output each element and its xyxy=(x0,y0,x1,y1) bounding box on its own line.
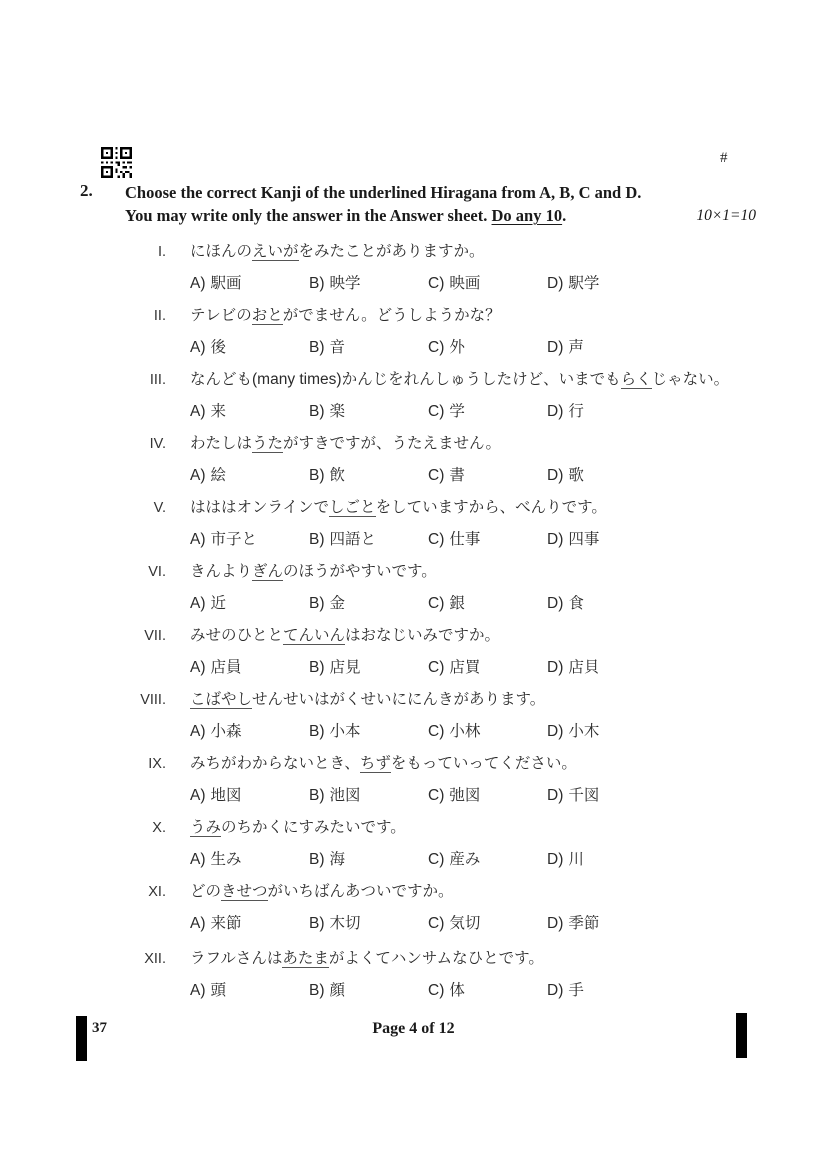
option-b: B) 顔 xyxy=(309,982,346,999)
option-c: C) 産み xyxy=(428,851,481,868)
marks-scheme: 10×1=10 xyxy=(696,207,756,224)
option-b: B) 飲 xyxy=(309,467,346,484)
option-a-kanji: 頭 xyxy=(210,982,227,999)
option-b-kanji: 音 xyxy=(329,339,346,356)
option-d-kanji: 小木 xyxy=(568,723,600,740)
option-a: A) 来 xyxy=(190,403,227,420)
options-row xyxy=(190,785,780,807)
underlined-hiragana: らく xyxy=(620,371,652,388)
option-a: A) 近 xyxy=(190,595,227,612)
question-sentence: なんども(many times)かんじをれんしゅうしたけど、いまでもらくじゃない。 xyxy=(190,371,730,388)
option-c: C) 体 xyxy=(428,982,465,999)
question-2-header xyxy=(80,181,758,227)
option-c-kanji: 店買 xyxy=(449,659,481,676)
option-a-kanji: 後 xyxy=(210,339,227,356)
option-c-kanji: 学 xyxy=(449,403,465,420)
question-item xyxy=(120,625,780,679)
option-d: D) 行 xyxy=(547,403,584,420)
option-b-kanji: 四語と xyxy=(329,531,377,548)
underlined-hiragana: ちず xyxy=(359,755,391,772)
option-d-kanji: 歌 xyxy=(568,467,584,484)
options-row xyxy=(190,721,780,743)
underlined-hiragana: おと xyxy=(251,307,283,324)
option-b-kanji: 木切 xyxy=(329,915,361,932)
option-a-kanji: 地図 xyxy=(210,787,242,804)
question-sentence: きんよりぎんのほうがやすいです。 xyxy=(190,563,437,580)
question-numeral: X. xyxy=(152,820,166,836)
question-numeral: V. xyxy=(153,500,166,516)
option-a-kanji: 来 xyxy=(210,403,227,420)
underlined-hiragana: こばやし xyxy=(190,691,253,708)
option-c-kanji: 外 xyxy=(449,339,465,356)
option-a: A) 後 xyxy=(190,339,227,356)
question-item xyxy=(120,948,780,1002)
options-row xyxy=(190,337,780,359)
right-black-bar xyxy=(736,1013,747,1058)
option-d: D) 手 xyxy=(547,982,584,999)
option-b: B) 店見 xyxy=(309,659,361,676)
option-a: A) 小森 xyxy=(190,723,242,740)
qr-code-icon xyxy=(101,147,132,178)
option-d: D) 川 xyxy=(547,851,584,868)
option-c-kanji: 銀 xyxy=(449,595,465,612)
option-c-kanji: 書 xyxy=(449,467,465,484)
option-c-kanji: 映画 xyxy=(449,275,481,292)
option-c: C) 小林 xyxy=(428,723,481,740)
question-numeral: IV. xyxy=(149,436,166,452)
option-a: A) 頭 xyxy=(190,982,227,999)
option-d: D) 駅学 xyxy=(547,275,600,292)
question-item xyxy=(120,817,780,871)
option-c-kanji: 気切 xyxy=(449,915,481,932)
option-a-kanji: 来節 xyxy=(210,915,242,932)
options-row xyxy=(190,529,780,551)
option-c: C) 外 xyxy=(428,339,465,356)
option-b: B) 木切 xyxy=(309,915,361,932)
option-d-kanji: 川 xyxy=(568,851,584,868)
question-numeral: IX. xyxy=(148,756,166,772)
options-row xyxy=(190,401,780,423)
option-d: D) 店貝 xyxy=(547,659,600,676)
question-sentence: にほんのえいがをみたことがありますか。 xyxy=(190,243,485,260)
question-sentence: はははオンラインでしごとをしていますから、べんりです。 xyxy=(190,499,607,516)
option-d-kanji: 季節 xyxy=(568,915,600,932)
question-item xyxy=(120,241,780,295)
option-a-kanji: 小森 xyxy=(210,723,242,740)
option-b: B) 海 xyxy=(309,851,346,868)
option-b: B) 小本 xyxy=(309,723,361,740)
underlined-hiragana: えいが xyxy=(252,243,299,260)
question-sentence: みちがわからないとき、ちずをもっていってください。 xyxy=(190,755,577,772)
question-numeral: XII. xyxy=(144,951,166,967)
instruction-line-1: Choose the correct Kanji of the underlined Hiragana from A, B, C and D. xyxy=(125,183,642,202)
options-row xyxy=(190,593,780,615)
options-row xyxy=(190,657,780,679)
option-d: D) 千図 xyxy=(547,787,600,804)
option-d-kanji: 千図 xyxy=(568,787,600,804)
option-a: A) 来節 xyxy=(190,915,242,932)
option-a-kanji: 絵 xyxy=(210,467,227,484)
option-a: A) 店員 xyxy=(190,659,242,676)
underlined-hiragana: うた xyxy=(252,435,284,452)
question-item xyxy=(120,753,780,807)
option-b: B) 四語と xyxy=(309,531,377,548)
option-c: C) 店買 xyxy=(428,659,481,676)
option-c: C) 学 xyxy=(428,403,465,420)
option-b-kanji: 池図 xyxy=(329,787,361,804)
question-numeral: VI. xyxy=(148,564,166,580)
question-sentence: うみのちかくにすみたいです。 xyxy=(190,819,406,836)
instruction-line-2-text: You may write only the answer in the Answer sheet. xyxy=(125,206,492,225)
option-b-kanji: 映学 xyxy=(329,275,361,292)
option-a-kanji: 近 xyxy=(210,595,227,612)
question-numeral: VII. xyxy=(144,628,166,644)
option-a: A) 市子と xyxy=(190,531,258,548)
option-c: C) 書 xyxy=(428,467,465,484)
option-d: D) 声 xyxy=(547,339,584,356)
option-a-kanji: 市子と xyxy=(210,531,258,548)
option-b-kanji: 楽 xyxy=(329,403,346,420)
question-numeral: VIII. xyxy=(140,692,166,708)
hash-mark: # xyxy=(720,150,728,166)
question-sentence: ラフルさんはあたまがよくてハンサムなひとです。 xyxy=(190,950,544,967)
question-numeral: I. xyxy=(157,244,166,260)
question-item xyxy=(120,561,780,615)
question-item xyxy=(120,433,780,487)
underlined-hiragana: てんいん xyxy=(283,627,346,644)
option-d: D) 歌 xyxy=(547,467,584,484)
option-c: C) 弛図 xyxy=(428,787,481,804)
option-b-kanji: 顔 xyxy=(329,982,346,999)
underlined-hiragana: うみ xyxy=(190,819,222,836)
underlined-hiragana: ぎん xyxy=(252,563,284,580)
question-numeral: XI. xyxy=(148,884,166,900)
option-d-kanji: 四事 xyxy=(568,531,600,548)
option-b: B) 金 xyxy=(309,595,346,612)
underlined-hiragana: しごと xyxy=(329,499,376,516)
options-row xyxy=(190,849,780,871)
option-c: C) 映画 xyxy=(428,275,481,292)
option-b: B) 池図 xyxy=(309,787,361,804)
option-c: C) 気切 xyxy=(428,915,481,932)
options-row xyxy=(190,980,780,1002)
question-item xyxy=(120,305,780,359)
option-b: B) 音 xyxy=(309,339,346,356)
question-sentence: こばやしせんせいはがくせいににんきがあります。 xyxy=(190,691,546,708)
option-d-kanji: 行 xyxy=(568,403,584,420)
option-d: D) 小木 xyxy=(547,723,600,740)
option-d: D) 四事 xyxy=(547,531,600,548)
question-sentence: テレビのおとがでません。どうしようかな？ xyxy=(190,307,501,324)
instruction-line-2: You may write only the answer in the Answer sheet. Do any 10. 10×1=10 xyxy=(125,206,756,225)
option-d: D) 食 xyxy=(547,595,584,612)
option-b: B) 楽 xyxy=(309,403,346,420)
option-b-kanji: 金 xyxy=(329,595,346,612)
option-a: A) 生み xyxy=(190,851,242,868)
option-d-kanji: 店貝 xyxy=(568,659,600,676)
option-b-kanji: 小本 xyxy=(329,723,361,740)
option-d-kanji: 手 xyxy=(568,982,584,999)
question-sentence: みせのひととてんいんはおなじいみですか。 xyxy=(190,627,501,644)
option-d-kanji: 駅学 xyxy=(568,275,600,292)
option-c-kanji: 仕事 xyxy=(449,531,481,548)
option-d-kanji: 食 xyxy=(568,595,584,612)
option-b: B) 映学 xyxy=(309,275,361,292)
option-c: C) 仕事 xyxy=(428,531,481,548)
option-a-kanji: 店員 xyxy=(210,659,242,676)
option-a-kanji: 駅画 xyxy=(210,275,242,292)
question-item xyxy=(120,369,780,423)
option-c: C) 銀 xyxy=(428,595,465,612)
option-c-kanji: 弛図 xyxy=(449,787,481,804)
do-any-10-underlined: Do any 10 xyxy=(491,206,563,225)
option-c-kanji: 小林 xyxy=(449,723,481,740)
question-numeral: II. xyxy=(153,308,166,324)
option-a: A) 絵 xyxy=(190,467,227,484)
options-row xyxy=(190,913,780,935)
option-a-kanji: 生み xyxy=(210,851,242,868)
underlined-hiragana: きせつ xyxy=(221,883,268,900)
underlined-hiragana: あたま xyxy=(282,950,329,967)
option-d-kanji: 声 xyxy=(568,339,584,356)
question-item xyxy=(120,497,780,551)
question-item xyxy=(120,881,780,935)
question-number: 2. xyxy=(80,181,93,200)
question-numeral: III. xyxy=(149,372,166,388)
option-b-kanji: 飲 xyxy=(329,467,346,484)
options-row xyxy=(190,465,780,487)
question-sentence: わたしはうたがすきですが、うたえません。 xyxy=(190,435,501,452)
option-d: D) 季節 xyxy=(547,915,600,932)
option-b-kanji: 店見 xyxy=(329,659,361,676)
option-a: A) 地図 xyxy=(190,787,242,804)
question-item xyxy=(120,689,780,743)
page-number-label: Page 4 of 12 xyxy=(372,1020,455,1037)
footer-code: 37 xyxy=(92,1020,107,1036)
option-c-kanji: 産み xyxy=(449,851,481,868)
option-a: A) 駅画 xyxy=(190,275,242,292)
options-row xyxy=(190,273,780,295)
option-b-kanji: 海 xyxy=(329,851,346,868)
question-sentence: どのきせつがいちばんあついですか。 xyxy=(190,883,454,900)
option-c-kanji: 体 xyxy=(449,982,465,999)
question-list xyxy=(120,241,780,1012)
